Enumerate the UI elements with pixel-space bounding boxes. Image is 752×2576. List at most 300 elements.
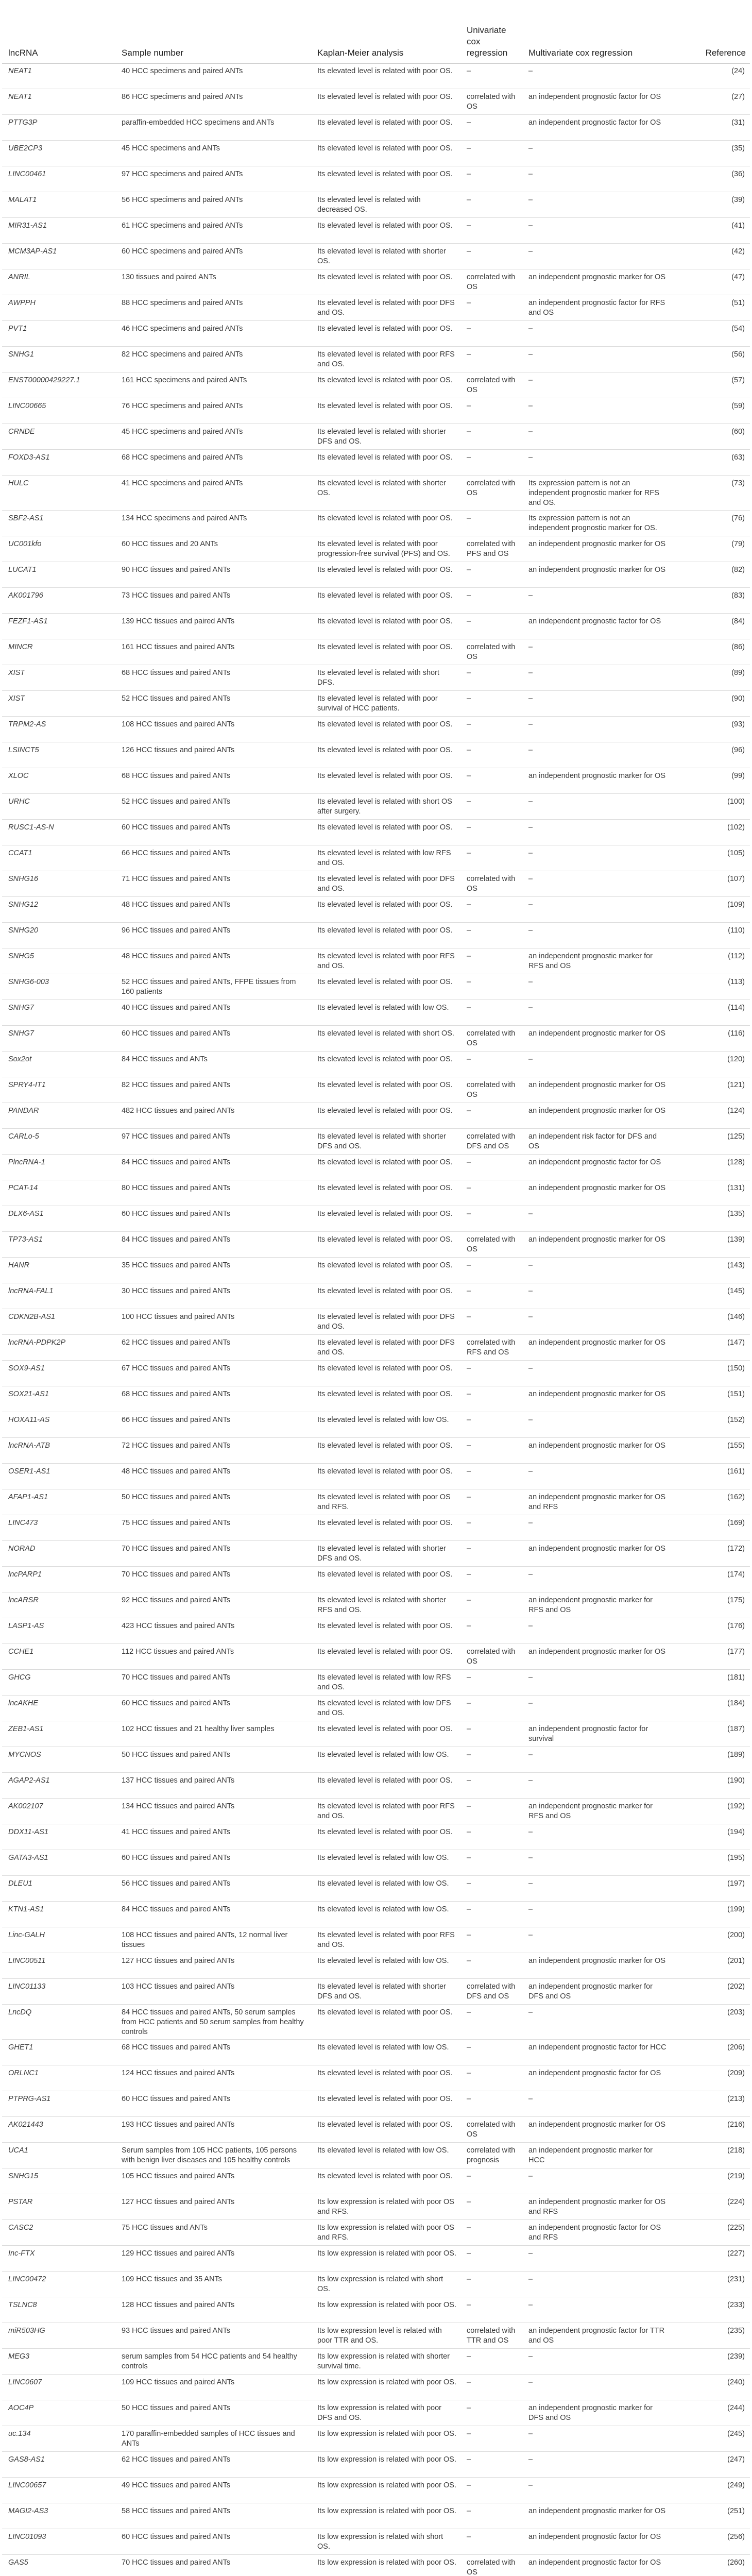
cell-lncrna: SNHG15 (8, 2172, 39, 2180)
cell-univariate: – (467, 901, 471, 909)
cell-lncrna: PTTG3P (8, 118, 38, 127)
cell-reference: (128) (727, 1158, 745, 1166)
cell-sample-number: 170 paraffin-embedded samples of HCC tissues and ANTs (122, 2430, 295, 2448)
cell-multivariate: – (528, 720, 533, 728)
cell-lncrna: ZEB1-AS1 (8, 1725, 44, 1733)
cell-lncrna: NORAD (8, 1545, 36, 1553)
cell-multivariate: – (528, 1313, 533, 1321)
cell-multivariate: an independent prognostic marker for OS (528, 540, 665, 548)
cell-sample-number: 60 HCC tissues and paired ANTs (122, 2095, 231, 2103)
cell-multivariate: – (528, 591, 533, 600)
cell-univariate: – (467, 2275, 471, 2283)
cell-kaplan-meier: Its elevated level is related with poor OS. (317, 2069, 453, 2077)
cell-lncrna: OSER1-AS1 (8, 1467, 50, 1476)
cell-multivariate: an independent prognostic marker for OS (528, 1648, 665, 1656)
cell-lncrna: MCM3AP-AS1 (8, 247, 57, 256)
table-row (2, 141, 750, 166)
cell-sample-number: 109 HCC tissues and 35 ANTs (122, 2275, 223, 2283)
cell-reference: (47) (731, 273, 745, 281)
table-body (2, 63, 750, 2576)
cell-reference: (251) (727, 2507, 745, 2515)
cell-sample-number: 127 HCC tissues and paired ANTs (122, 1957, 235, 1965)
cell-univariate: – (467, 746, 471, 754)
cell-univariate: – (467, 1493, 471, 1501)
header-row (2, 2, 750, 63)
table-row (2, 2246, 750, 2272)
cell-multivariate: an independent prognostic marker for OS (528, 1081, 665, 1089)
cell-reference: (150) (727, 1364, 745, 1372)
table-row (2, 1361, 750, 1386)
cell-kaplan-meier: Its elevated level is related with poor progression-free survival (PFS) and OS. (317, 540, 450, 558)
cell-multivariate: an independent prognostic marker for OS (528, 1442, 665, 1450)
table-row (2, 1464, 750, 1489)
cell-kaplan-meier: Its elevated level is related with poor OS. (317, 1364, 453, 1372)
cell-sample-number: 60 HCC tissues and 20 ANTs (122, 540, 218, 548)
cell-multivariate: an independent prognostic marker for DFS and OS (528, 1982, 653, 2001)
cell-lncrna: lncRNA-PDPK2P (8, 1338, 66, 1347)
cell-multivariate: an independent prognostic marker for OS (528, 2507, 665, 2515)
table-row (2, 347, 750, 372)
cell-multivariate: – (528, 669, 533, 677)
cell-sample-number: 124 HCC tissues and paired ANTs (122, 2069, 235, 2077)
cell-univariate: – (467, 2404, 471, 2412)
cell-sample-number: 88 HCC specimens and paired ANTs (122, 299, 243, 307)
cell-sample-number: 68 HCC specimens and paired ANTs (122, 453, 243, 462)
cell-sample-number: 60 HCC specimens and paired ANTs (122, 247, 243, 256)
cell-reference: (100) (727, 798, 745, 806)
cell-kaplan-meier: Its low expression is related with poor OS. (317, 2507, 456, 2515)
cell-lncrna: TSLNC8 (8, 2301, 37, 2309)
cell-lncrna: LASP1-AS (8, 1622, 44, 1630)
cell-reference: (86) (731, 643, 745, 651)
cell-kaplan-meier: Its elevated level is related with poor OS. (317, 978, 453, 986)
cell-lncrna: LUCAT1 (8, 566, 37, 574)
cell-reference: (199) (727, 1905, 745, 1913)
cell-univariate: correlated with OS (467, 1029, 516, 1047)
cell-lncrna: SNHG1 (8, 350, 34, 359)
cell-lncrna: GHET1 (8, 2043, 33, 2052)
cell-univariate: – (467, 1390, 471, 1398)
cell-multivariate: an independent prognostic marker for OS (528, 1957, 665, 1965)
cell-reference: (200) (727, 1931, 745, 1939)
table-row (2, 562, 750, 588)
table-row (2, 1927, 750, 1953)
cell-univariate: – (467, 67, 471, 75)
table-row (2, 2168, 750, 2194)
cell-univariate: – (467, 1776, 471, 1785)
cell-sample-number: 60 HCC tissues and paired ANTs (122, 1699, 231, 1707)
cell-kaplan-meier: Its low expression is related with poor OS. (317, 2301, 456, 2309)
cell-lncrna: TP73-AS1 (8, 1235, 43, 1244)
cell-sample-number: 130 tissues and paired ANTs (122, 273, 216, 281)
cell-lncrna: AK021443 (8, 2121, 43, 2129)
cell-multivariate: – (528, 2481, 533, 2489)
cell-sample-number: 50 HCC tissues and paired ANTs (122, 2404, 231, 2412)
cell-lncrna: CASC2 (8, 2224, 33, 2232)
cell-kaplan-meier: Its low expression is related with poor OS. (317, 2378, 456, 2386)
cell-univariate: – (467, 1570, 471, 1579)
cell-univariate: correlated with TTR and OS (467, 2327, 516, 2345)
cell-lncrna: lncPARP1 (8, 1570, 42, 1579)
cell-sample-number: 84 HCC tissues and paired ANTs (122, 1905, 231, 1913)
cell-sample-number: 45 HCC specimens and ANTs (122, 144, 220, 152)
cell-sample-number: 62 HCC tissues and paired ANTs (122, 1338, 231, 1347)
cell-univariate: correlated with OS (467, 273, 516, 291)
cell-multivariate: – (528, 798, 533, 806)
table-row (2, 1386, 750, 1412)
cell-reference: (124) (727, 1107, 745, 1115)
cell-univariate: – (467, 2172, 471, 2180)
cell-kaplan-meier: Its elevated level is related with poor OS. (317, 591, 453, 600)
cell-kaplan-meier: Its elevated level is related with low OS. (317, 1879, 449, 1888)
cell-reference: (27) (731, 93, 745, 101)
cell-reference: (189) (727, 1751, 745, 1759)
cell-lncrna: GHCG (8, 1673, 31, 1682)
table-row (2, 614, 750, 639)
table-row (2, 1721, 750, 1747)
cell-reference: (41) (731, 222, 745, 230)
cell-kaplan-meier: Its elevated level is related with poor OS. (317, 1390, 453, 1398)
cell-kaplan-meier: Its elevated level is related with decreased OS. (317, 196, 421, 214)
cell-kaplan-meier: Its elevated level is related with poor OS. (317, 720, 453, 728)
cell-sample-number: 112 HCC tissues and paired ANTs (122, 1648, 234, 1656)
cell-lncrna: lncAKHE (8, 1699, 39, 1707)
cell-lncrna: AGAP2-AS1 (8, 1776, 50, 1785)
cell-kaplan-meier: Its elevated level is related with low OS. (317, 1416, 449, 1424)
cell-sample-number: 41 HCC specimens and paired ANTs (122, 479, 243, 487)
cell-sample-number: 66 HCC tissues and paired ANTs (122, 1416, 231, 1424)
cell-univariate: – (467, 1184, 471, 1192)
table-row (2, 665, 750, 691)
cell-lncrna: SNHG5 (8, 952, 34, 960)
cell-reference: (39) (731, 196, 745, 204)
cell-multivariate: – (528, 170, 533, 178)
cell-sample-number: 193 HCC tissues and paired ANTs (122, 2121, 235, 2129)
cell-kaplan-meier: Its elevated level is related with short DFS. (317, 669, 439, 687)
cell-lncrna: HULC (8, 479, 29, 487)
cell-sample-number: 60 HCC tissues and paired ANTs (122, 823, 231, 832)
cell-multivariate: an independent prognostic marker for OS (528, 1338, 665, 1347)
cell-univariate: – (467, 1751, 471, 1759)
cell-reference: (112) (728, 952, 745, 960)
cell-lncrna: MINCR (8, 643, 33, 651)
cell-lncrna: ANRIL (8, 273, 30, 281)
cell-kaplan-meier: Its elevated level is related with poor DFS and OS. (317, 1338, 455, 1357)
cell-sample-number: 50 HCC tissues and paired ANTs (122, 1493, 231, 1501)
cell-univariate: – (467, 926, 471, 935)
cell-reference: (187) (727, 1725, 745, 1733)
cell-reference: (82) (731, 566, 745, 574)
cell-lncrna: LINC473 (8, 1519, 38, 1527)
cell-lncrna: CCHE1 (8, 1648, 34, 1656)
cell-lncrna: uc.134 (8, 2430, 31, 2438)
cell-lncrna: ORLNC1 (8, 2069, 39, 2077)
cell-sample-number: 161 HCC specimens and paired ANTs (122, 376, 247, 384)
cell-reference: (162) (727, 1493, 745, 1501)
cell-lncrna: LINC00461 (8, 170, 46, 178)
cell-lncrna: MEG3 (8, 2352, 30, 2361)
cell-sample-number: 48 HCC tissues and paired ANTs (122, 1467, 231, 1476)
cell-sample-number: 40 HCC tissues and paired ANTs (122, 1004, 231, 1012)
cell-multivariate: an independent prognostic marker for DFS and OS (528, 2404, 653, 2422)
cell-lncrna: NEAT1 (8, 67, 32, 75)
cell-lncrna: lncRNA-FAL1 (8, 1287, 54, 1295)
table-row (2, 1438, 750, 1464)
cell-lncrna: miR503HG (8, 2327, 45, 2335)
table-row (2, 1979, 750, 2005)
cell-kaplan-meier: Its elevated level is related with poor DFS and OS. (317, 1313, 455, 1331)
cell-multivariate: an independent prognostic marker for RFS and OS (528, 1596, 653, 1614)
table-row (2, 1824, 750, 1850)
table-row (2, 639, 750, 665)
table-row (2, 1850, 750, 1876)
cell-univariate: – (467, 2533, 471, 2541)
cell-multivariate: an independent prognostic marker for OS and RFS (528, 1493, 665, 1511)
cell-reference: (181) (727, 1673, 745, 1682)
cell-sample-number: 82 HCC specimens and paired ANTs (122, 350, 243, 359)
table-row (2, 1567, 750, 1592)
cell-univariate: – (467, 2507, 471, 2515)
table-row (2, 1876, 750, 1902)
cell-lncrna: PVT1 (8, 325, 27, 333)
cell-multivariate: an independent prognostic marker for RFS and OS (528, 952, 653, 970)
table-row (2, 1129, 750, 1155)
table-row (2, 974, 750, 1000)
cell-univariate: – (467, 1854, 471, 1862)
cell-kaplan-meier: Its elevated level is related with poor OS. (317, 901, 453, 909)
cell-sample-number: 93 HCC tissues and paired ANTs (122, 2327, 231, 2335)
cell-reference: (84) (731, 617, 745, 625)
cell-reference: (56) (731, 350, 745, 359)
cell-lncrna: LINC00657 (8, 2481, 46, 2489)
cell-reference: (109) (727, 901, 745, 909)
cell-sample-number: 482 HCC tissues and paired ANTs (122, 1107, 235, 1115)
cell-kaplan-meier: Its elevated level is related with poor OS. (317, 1287, 453, 1295)
cell-univariate: – (467, 591, 471, 600)
cell-reference: (76) (731, 514, 745, 522)
cell-lncrna: URHC (8, 798, 30, 806)
table-row (2, 2143, 750, 2168)
table-row (2, 1335, 750, 1361)
cell-sample-number: 100 HCC tissues and paired ANTs (122, 1313, 235, 1321)
cell-sample-number: 134 HCC specimens and paired ANTs (122, 514, 247, 522)
cell-lncrna: ENST00000429227.1 (8, 376, 80, 384)
cell-kaplan-meier: Its elevated level is related with poor DFS and OS. (317, 875, 455, 893)
cell-lncrna: SBF2-AS1 (8, 514, 44, 522)
cell-lncrna: SNHG12 (8, 901, 39, 909)
cell-lncrna: NEAT1 (8, 93, 32, 101)
table-row (2, 2323, 750, 2349)
cell-reference: (249) (727, 2481, 745, 2489)
cell-multivariate: – (528, 402, 533, 410)
cell-lncrna: MALAT1 (8, 196, 37, 204)
cell-reference: (90) (731, 694, 745, 703)
cell-lncrna: DDX11-AS1 (8, 1828, 48, 1836)
cell-kaplan-meier: Its elevated level is related with low RFS and OS. (317, 849, 451, 867)
table-row (2, 1026, 750, 1052)
cell-univariate: – (467, 350, 471, 359)
cell-univariate: correlated with OS (467, 2558, 516, 2576)
table-row (2, 372, 750, 398)
cell-sample-number: 60 HCC tissues and paired ANTs (122, 1854, 231, 1862)
cell-univariate: – (467, 1004, 471, 1012)
cell-univariate: – (467, 617, 471, 625)
cell-univariate: – (467, 849, 471, 857)
cell-lncrna: AOC4P (8, 2404, 34, 2412)
table-row (2, 1670, 750, 1696)
cell-multivariate: – (528, 1570, 533, 1579)
cell-lncrna: PlncRNA-1 (8, 1158, 45, 1166)
cell-kaplan-meier: Its low expression is related with short OS. (317, 2275, 443, 2293)
table-row (2, 1902, 750, 1927)
cell-lncrna: MIR31-AS1 (8, 222, 47, 230)
cell-multivariate: – (528, 67, 533, 75)
cell-sample-number: 108 HCC tissues and paired ANTs, 12 normal liver tissues (122, 1931, 288, 1949)
table-row (2, 424, 750, 450)
cell-multivariate: – (528, 1210, 533, 1218)
cell-sample-number: 84 HCC tissues and paired ANTs (122, 1235, 231, 1244)
cell-lncrna: SNHG7 (8, 1004, 34, 1012)
cell-multivariate: – (528, 247, 533, 256)
cell-univariate: – (467, 1364, 471, 1372)
table-header (2, 2, 750, 63)
cell-kaplan-meier: Its elevated level is related with poor RFS and OS. (317, 1931, 455, 1949)
cell-reference: (190) (727, 1776, 745, 1785)
cell-kaplan-meier: Its elevated level is related with low RFS and OS. (317, 1673, 451, 1691)
table-row (2, 1799, 750, 1824)
cell-univariate: – (467, 118, 471, 127)
cell-reference: (244) (727, 2404, 745, 2412)
cell-reference: (174) (727, 1570, 745, 1579)
cell-reference: (102) (727, 823, 745, 832)
table-row (2, 1180, 750, 1206)
cell-kaplan-meier: Its elevated level is related with poor OS. (317, 402, 453, 410)
cell-univariate: correlated with OS (467, 1081, 516, 1099)
cell-lncrna: PANDAR (8, 1107, 39, 1115)
cell-reference: (83) (731, 591, 745, 600)
cell-multivariate: – (528, 926, 533, 935)
cell-reference: (161) (727, 1467, 745, 1476)
table-row (2, 691, 750, 717)
cell-kaplan-meier: Its elevated level is related with poor OS. (317, 746, 453, 754)
cell-univariate: – (467, 1055, 471, 1063)
cell-kaplan-meier: Its elevated level is related with shorter OS. (317, 479, 446, 497)
cell-sample-number: 97 HCC tissues and paired ANTs (122, 1132, 231, 1141)
cell-lncrna: XIST (8, 669, 25, 677)
cell-lncrna: DLX6-AS1 (8, 1210, 44, 1218)
cell-lncrna: LINC01133 (8, 1982, 46, 1991)
cell-univariate: – (467, 2224, 471, 2232)
cell-kaplan-meier: Its elevated level is related with poor OS. (317, 1081, 453, 1089)
cell-kaplan-meier: Its elevated level is related with poor OS. (317, 67, 453, 75)
cell-reference: (172) (727, 1545, 745, 1553)
cell-reference: (247) (727, 2455, 745, 2464)
cell-multivariate: – (528, 1467, 533, 1476)
cell-sample-number: 139 HCC tissues and paired ANTs (122, 617, 235, 625)
table-row (2, 1696, 750, 1721)
cell-sample-number: 75 HCC tissues and ANTs (122, 2224, 208, 2232)
cell-sample-number: 60 HCC tissues and paired ANTs (122, 1210, 231, 1218)
cell-lncrna: UBE2CP3 (8, 144, 43, 152)
cell-multivariate: – (528, 1622, 533, 1630)
cell-kaplan-meier: Its elevated level is related with poor OS. (317, 2095, 453, 2103)
cell-kaplan-meier: Its elevated level is related with poor OS. (317, 2121, 453, 2129)
cell-sample-number: 56 HCC specimens and paired ANTs (122, 196, 243, 204)
cell-sample-number: 48 HCC tissues and paired ANTs (122, 901, 231, 909)
cell-sample-number: 48 HCC tissues and paired ANTs (122, 952, 231, 960)
table-row (2, 244, 750, 269)
cell-univariate: – (467, 694, 471, 703)
cell-multivariate: an independent prognostic marker for OS (528, 1235, 665, 1244)
cell-reference: (24) (731, 67, 745, 75)
table-row (2, 2375, 750, 2400)
cell-multivariate: an independent prognostic factor for OS and RFS (528, 2224, 661, 2242)
cell-kaplan-meier: Its elevated level is related with poor OS. (317, 1570, 453, 1579)
cell-kaplan-meier: Its elevated level is related with poor OS. (317, 222, 453, 230)
cell-lncrna: CARLo-5 (8, 1132, 39, 1141)
cell-univariate: – (467, 1467, 471, 1476)
cell-kaplan-meier: Its elevated level is related with poor DFS and OS. (317, 299, 455, 317)
table-row (2, 2452, 750, 2478)
cell-kaplan-meier: Its elevated level is related with poor OS. (317, 1725, 453, 1733)
cell-kaplan-meier: Its elevated level is related with short OS after surgery. (317, 798, 452, 816)
table-row (2, 1000, 750, 1026)
cell-univariate: – (467, 325, 471, 333)
table-row (2, 2005, 750, 2040)
table-row (2, 1309, 750, 1335)
cell-sample-number: 71 HCC tissues and paired ANTs (122, 875, 231, 883)
cell-reference: (184) (727, 1699, 745, 1707)
cell-sample-number: 60 HCC tissues and paired ANTs (122, 1029, 231, 1038)
table-row (2, 1232, 750, 1258)
cell-multivariate: an independent prognostic factor for TTR and OS (528, 2327, 665, 2345)
cell-multivariate: Its expression pattern is not an independent prognostic marker for RFS and OS. (528, 479, 659, 507)
cell-reference: (139) (727, 1235, 745, 1244)
cell-multivariate: an independent prognostic marker for OS (528, 1107, 665, 1115)
cell-reference: (73) (731, 479, 745, 487)
table-row (2, 476, 750, 511)
cell-reference: (59) (731, 402, 745, 410)
table-row (2, 536, 750, 562)
cell-univariate: – (467, 978, 471, 986)
cell-sample-number: 35 HCC tissues and paired ANTs (122, 1261, 231, 1269)
cell-kaplan-meier: Its elevated level is related with low OS. (317, 2043, 449, 2052)
cell-sample-number: 46 HCC specimens and paired ANTs (122, 325, 243, 333)
cell-lncrna: AK001796 (8, 591, 43, 600)
cell-reference: (63) (731, 453, 745, 462)
cell-multivariate: an independent prognostic marker for OS (528, 566, 665, 574)
cell-kaplan-meier: Its elevated level is related with poor OS. (317, 453, 453, 462)
cell-kaplan-meier: Its elevated level is related with poor OS. (317, 376, 453, 384)
cell-kaplan-meier: Its elevated level is related with poor OS. (317, 1622, 453, 1630)
table-row (2, 717, 750, 742)
cell-univariate: – (467, 428, 471, 436)
cell-sample-number: Serum samples from 105 HCC patients, 105 persons with benign liver diseases and 105 healthy controls (122, 2146, 297, 2164)
cell-kaplan-meier: Its elevated level is related with low OS. (317, 1957, 449, 1965)
cell-lncrna: AFAP1-AS1 (8, 1493, 48, 1501)
table-row (2, 2555, 750, 2576)
cell-multivariate: an independent prognostic marker for OS and RFS (528, 2198, 665, 2216)
cell-multivariate: – (528, 746, 533, 754)
cell-univariate: – (467, 1261, 471, 1269)
cell-reference: (105) (727, 849, 745, 857)
cell-univariate: – (467, 1673, 471, 1682)
cell-sample-number: 68 HCC tissues and paired ANTs (122, 772, 231, 780)
cell-univariate: – (467, 2043, 471, 2052)
cell-univariate: – (467, 402, 471, 410)
table-row (2, 2478, 750, 2503)
cell-multivariate: – (528, 875, 533, 883)
